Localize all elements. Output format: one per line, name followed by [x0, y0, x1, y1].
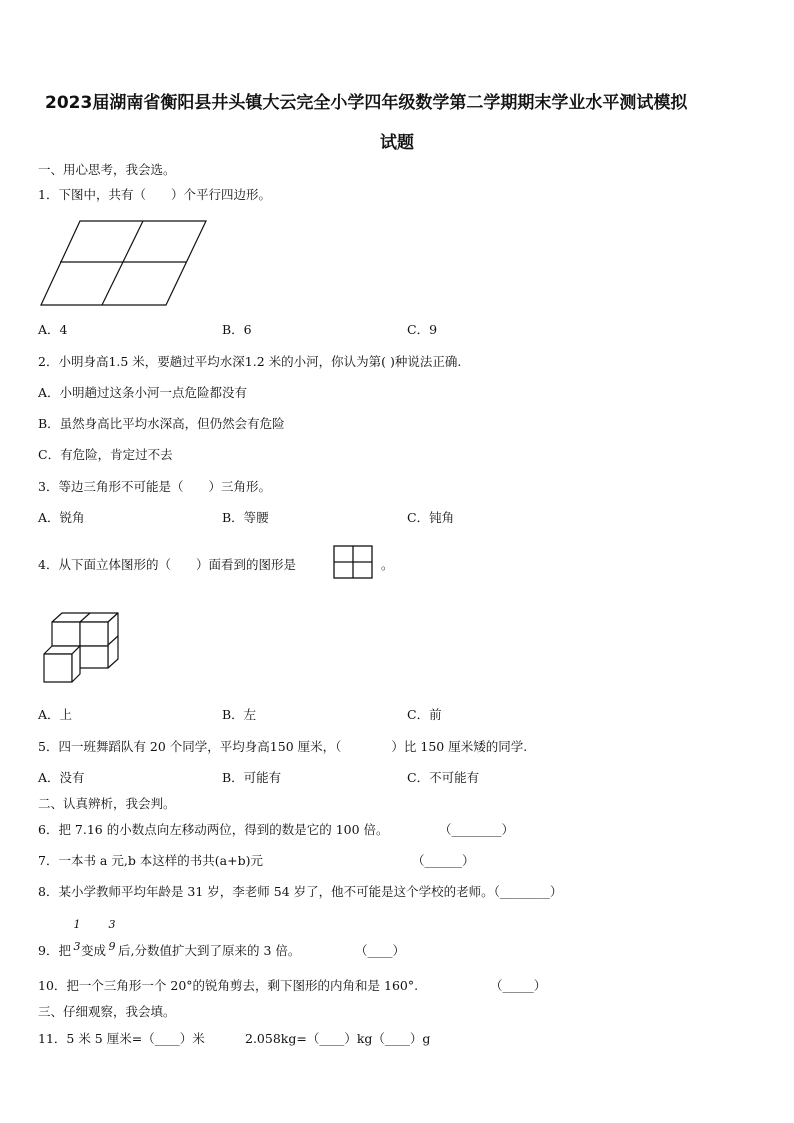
question-9-mid: 变成 [81, 943, 107, 958]
q2-option-b[interactable]: B．虽然身高比平均水深高，但仍然会有危险 [38, 416, 285, 431]
q2-option-a[interactable]: A．小明趟过这条小河一点危险都没有 [38, 385, 248, 400]
page-title: 2023届湖南省衡阳县井头镇大云完全小学四年级数学第二学期期末学业水平测试模拟 [45, 93, 688, 113]
fraction-1-denominator: 3 [73, 940, 81, 953]
fraction-2-denominator: 9 [108, 940, 116, 953]
q4-option-c[interactable]: C．前 [407, 707, 442, 722]
question-8: 8．某小学教师平均年龄是 31 岁，李老师 54 岁了，他不可能是这个学校的老师。（________） [38, 884, 563, 899]
question-1: 1．下图中，共有（ ）个平行四边形。 [38, 187, 271, 202]
question-4: 4．从下面立体图形的（ ）面看到的图形是 [38, 557, 296, 572]
question-9-suffix: 后,分数值扩大到了原来的 3 倍。 [118, 943, 301, 958]
question-3: 3．等边三角形不可能是（ ）三角形。 [38, 479, 271, 494]
fraction-1-numerator: 1 [73, 918, 81, 931]
question-7: 7．一本书 a 元,b 本这样的书共(a+b)元 [38, 853, 263, 868]
q5-option-c[interactable]: C．不可能有 [407, 770, 480, 785]
q5-option-a[interactable]: A．没有 [38, 770, 85, 785]
q7-answer-blank[interactable]: （______） [412, 853, 475, 868]
page-title-line2: 试题 [380, 133, 414, 153]
q1-option-c[interactable]: C．9 [407, 322, 438, 337]
q1-option-a[interactable]: A．4 [38, 322, 68, 337]
cube-stack-figure [44, 612, 124, 684]
q4-option-a[interactable]: A．上 [38, 707, 73, 722]
question-11: 11．5 米 5 厘米=（____）米 [38, 1031, 205, 1046]
question-4-tail: 。 [381, 557, 394, 572]
q6-answer-blank[interactable]: （________） [439, 822, 515, 837]
question-11-part2: 2.058kg=（____）kg（____）g [245, 1031, 431, 1046]
question-10: 10．把一个三角形一个 20°的锐角剪去，剩下图形的内角和是 160°. [38, 978, 419, 993]
q4-option-b[interactable]: B．左 [222, 707, 257, 722]
q10-answer-blank[interactable]: （_____） [490, 978, 547, 993]
q1-option-b[interactable]: B．6 [222, 322, 252, 337]
q9-answer-blank[interactable]: （____） [355, 943, 406, 958]
section-heading-1: 一、用心思考，我会选。 [38, 162, 176, 177]
square-view-icon [333, 545, 373, 579]
question-9-prefix: 9．把 [38, 943, 71, 958]
section-heading-3: 三、仔细观察，我会填。 [38, 1004, 176, 1019]
q3-option-a[interactable]: A．锐角 [38, 510, 85, 525]
q3-option-b[interactable]: B．等腰 [222, 510, 269, 525]
question-2: 2．小明身高1.5 米，要趟过平均水深1.2 米的小河，你认为第( )种说法正确. [38, 354, 462, 369]
q3-option-c[interactable]: C．钝角 [407, 510, 455, 525]
q5-option-b[interactable]: B．可能有 [222, 770, 282, 785]
parallelogram-grid-figure [40, 220, 210, 308]
section-heading-2: 二、认真辨析，我会判。 [38, 796, 176, 811]
q2-option-c[interactable]: C．有危险，肯定过不去 [38, 447, 173, 462]
fraction-2-numerator: 3 [108, 918, 116, 931]
question-6: 6．把 7.16 的小数点向左移动两位，得到的数是它的 100 倍。 [38, 822, 389, 837]
question-5: 5．四一班舞蹈队有 20 个同学，平均身高150 厘米，（ ）比 150 厘米矮的同学. [38, 739, 528, 754]
